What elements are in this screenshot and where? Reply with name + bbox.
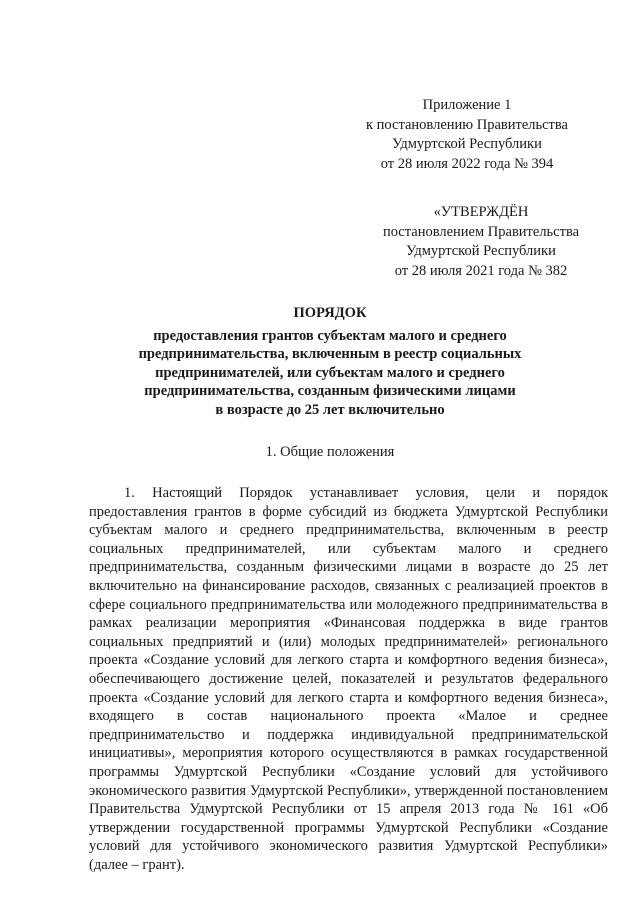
appendix-block [352,96,582,174]
title-line-2: предпринимательства, включенным в реестр социальных [138,346,522,363]
appendix-number: Приложение 1 [422,97,512,113]
appendix-reference: к постановлению Правительства [366,116,568,133]
approved-block [352,203,610,281]
title-line-5: в возрасте до 25 лет включительно [215,401,445,418]
title-heading: ПОРЯДОК [293,305,367,321]
title-line-4: предпринимательства, созданным физическими лицами [144,383,516,400]
title-line-3: предпринимателей, или субъектам малого и среднего [155,364,505,381]
section-heading: 1. Общие положения [265,444,395,460]
approved-date: от 28 июля 2021 года № 382 [394,262,568,279]
appendix-date: от 28 июля 2022 года № 394 [380,155,554,172]
appendix-authority: Удмуртской Республики [392,136,542,152]
document-title [120,304,540,420]
approved-reference: постановлением Правительства [382,223,580,240]
document-body [89,484,608,874]
paragraph-1-text: 1. Настоящий Порядок устанавливает условия, цели и порядок предоставления грантов в форме субсидий из бюджета Удмуртской Республики субъектам малого и среднего предпринимательства, включенным в реестр социальных предпринимателей, или субъектам малого и среднего предпринимательства, созданным физическими лицами в возрасте до 25 лет включительно на финансирование расходов, связанных с реализацией проектов в сфере социального предпринимательства или молодежного предпринимательства в рамках реализации мероприятия «Финансовая поддержка в виде грантов социальных предприятий и (или) молодых предпринимателей» регионального проекта «Создание условий для легкого старта и комфортного ведения бизнеса», обеспечивающего достижение целей, показателей и результатов федерального проекта «Создание условий для легкого старта и комфортного ведения бизнеса», входящего в состав национального проекта «Малое и среднее предпринимательство и поддержка индивидуальной предпринимательской инициативы», мероприятия которого осуществляются в рамках государственной программы Удмуртской Республики «Создание условий для устойчивого экономического развития Удмуртской Республики», утвержденной постановлением Правительства Удмуртской Республики от 15 апреля 2013 года № 161 «Об утверждении государственной программы Удмуртской Республики «Создание условий для устойчивого экономического развития Удмуртской Республики» (далее – грант). [89,485,608,873]
approved-label: «УТВЕРЖДЁН [433,204,529,220]
title-line-1: предоставления грантов субъектам малого и среднего [153,327,507,344]
approved-authority: Удмуртской Республики [406,243,556,259]
paragraph-1 [89,484,608,874]
